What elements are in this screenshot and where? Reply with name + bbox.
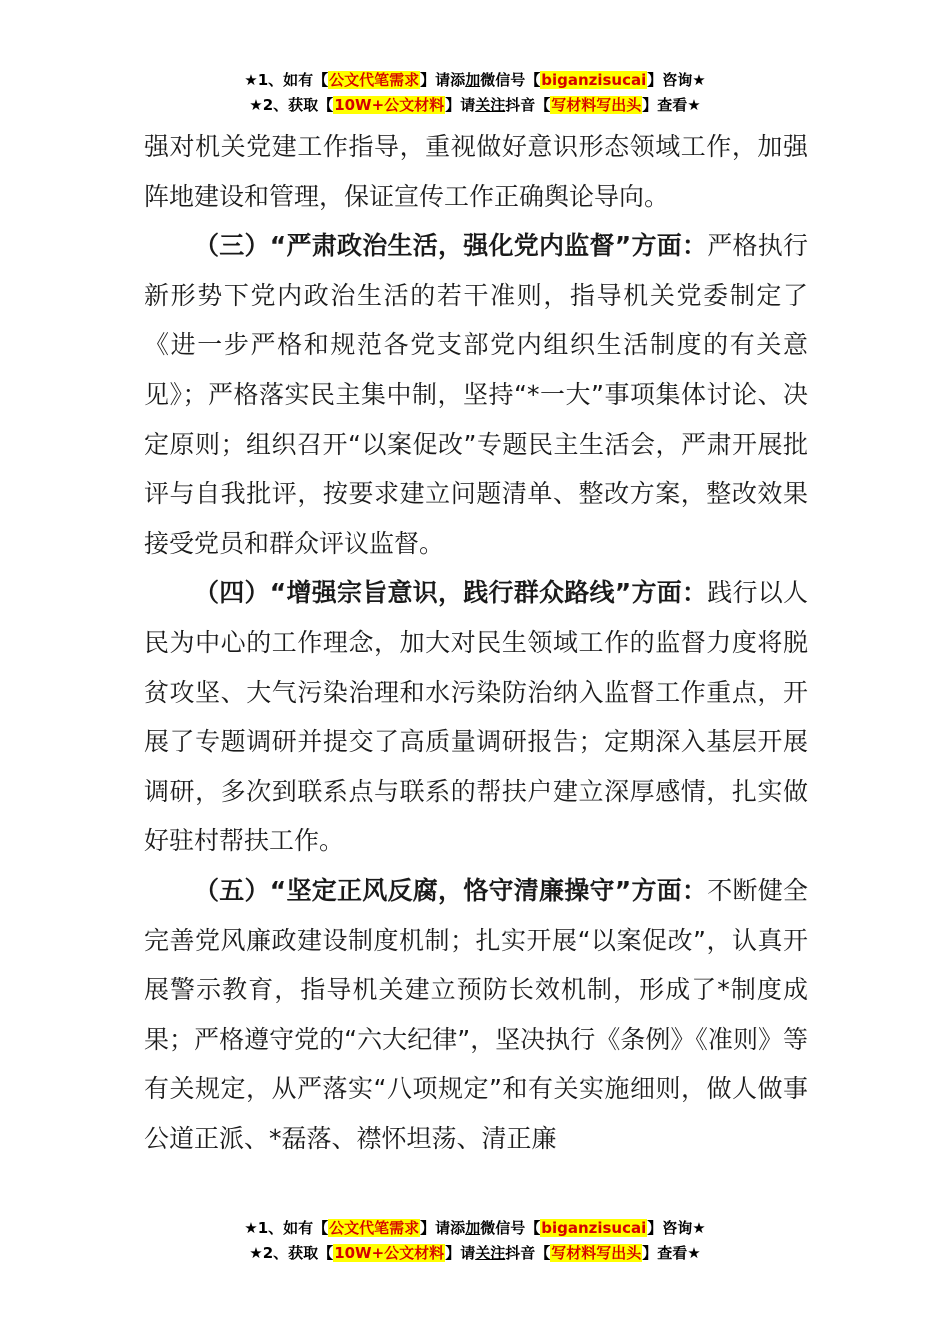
section-3-heading: （三）“严肃政治生活，强化党内监督”方面： bbox=[194, 231, 708, 261]
footer-line-2: ★2、获取【10W+公文材料】请关注抖音【写材料写出头】查看★ bbox=[249, 1244, 701, 1262]
highlight-service: 公文代笔需求 bbox=[329, 71, 420, 89]
footer-highlight-materials: 10W+公文材料 bbox=[334, 1244, 445, 1262]
paragraph-continued: 强对机关党建工作指导，重视做好意识形态领域工作，加强阵地建设和管理，保证宣传工作正确舆论导向。 bbox=[144, 132, 808, 211]
section-5-heading: （五）“坚定正风反腐，恪守清廉操守”方面： bbox=[194, 875, 708, 905]
footer-banner bbox=[0, 1216, 950, 1266]
footer-highlight-service: 公文代笔需求 bbox=[329, 1219, 420, 1237]
paragraph-section-4: （四）“增强宗旨意识，践行群众路线”方面：践行以人民为中心的工作理念，加大对民生领域工作的监督力度将脱贫攻坚、大气污染治理和水污染防治纳入监督工作重点，开展了专题调研并提交了高质量调研报告；定期深入基层开展调研，多次到联系点与联系的帮扶户建立深厚感情，扎实做好驻村帮扶工作。 bbox=[144, 578, 808, 856]
footer-highlight-douyin: 写材料写出头 bbox=[551, 1244, 642, 1262]
footer-highlight-wechat-id: biganzisucai bbox=[541, 1219, 647, 1237]
highlight-wechat-id: biganzisucai bbox=[541, 71, 647, 89]
highlight-materials: 10W+公文材料 bbox=[334, 96, 445, 114]
banner-line-2: ★2、获取【10W+公文材料】请关注抖音【写材料写出头】查看★ bbox=[249, 96, 701, 114]
section-4-heading: （四）“增强宗旨意识，践行群众路线”方面： bbox=[194, 578, 708, 608]
banner-line-1: ★1、如有【公文代笔需求】请添加微信号【biganzisucai】咨询★ bbox=[244, 71, 706, 89]
paragraph-section-5: （五）“坚定正风反腐，恪守清廉操守”方面：不断健全完善党风廉政建设制度机制；扎实开展“以案促改”，认真开展警示教育，指导机关建立预防长效机制，形成了*制度成果；严格遵守党的“六大纪律”，坚决执行《条例》《准则》等有关规定，从严落实“八项规定”和有关实施细则，做人做事公道正派、*磊落、襟怀坦荡、清正廉 bbox=[144, 875, 808, 1153]
paragraph-section-3: （三）“严肃政治生活，强化党内监督”方面：严格执行新形势下党内政治生活的若干准则，指导机关党委制定了《进一步严格和规范各党支部党内组织生活制度的有关意见》；严格落实民主集中制，坚持“*一大”事项集体讨论、决定原则；组织召开“以案促改”专题民主生活会，严肃开展批评与自我批评，按要求建立问题清单、整改方案，整改效果接受党员和群众评议监督。 bbox=[144, 231, 808, 558]
document-body bbox=[144, 122, 808, 1163]
header-banner bbox=[0, 68, 950, 118]
footer-line-1: ★1、如有【公文代笔需求】请添加微信号【biganzisucai】咨询★ bbox=[244, 1219, 706, 1237]
highlight-douyin: 写材料写出头 bbox=[551, 96, 642, 114]
